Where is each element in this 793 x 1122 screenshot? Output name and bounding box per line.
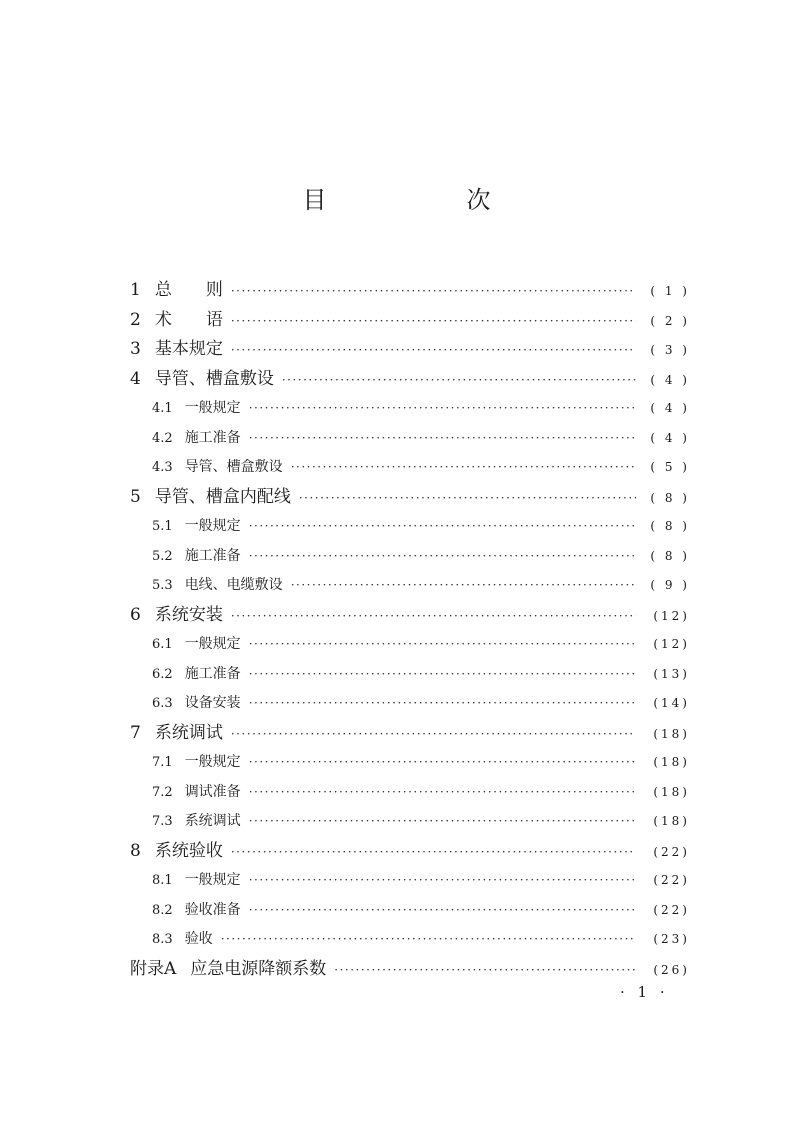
toc-entry-number: 5 (130, 486, 141, 507)
toc-entry-title: 导管、槽盒内配线 (154, 486, 291, 507)
toc-entry-page: (23) (653, 932, 690, 946)
toc-entry-page: ( 3 ) (650, 343, 690, 357)
toc-entry-title: 一般规定 (184, 872, 241, 888)
toc-entry[interactable] (130, 955, 690, 985)
toc-entry-number: 6 (130, 604, 141, 625)
toc-entry-page: (18) (653, 726, 690, 741)
toc-entry-title: 一般规定 (184, 518, 241, 534)
toc-entry-number: 4.1 (152, 401, 173, 416)
toc-entry-title: 总 则 (154, 280, 223, 300)
toc-entry[interactable] (130, 424, 690, 454)
toc-entry-number: 5.1 (152, 519, 173, 534)
dot-leader (334, 956, 636, 985)
dot-leader (249, 542, 636, 572)
toc-entry-page: ( 4 ) (650, 430, 690, 445)
toc-entry-number: 4 (130, 368, 141, 389)
toc-entry[interactable] (130, 512, 690, 542)
toc-entry-page: (18) (653, 755, 690, 769)
toc-entry[interactable] (130, 542, 690, 572)
dot-leader (299, 484, 636, 513)
dot-leader (231, 838, 636, 867)
toc-entry-title: 系统调试 (154, 722, 223, 743)
toc-entry-number: 7 (130, 722, 141, 743)
dot-leader (231, 602, 636, 631)
toc-entry[interactable] (130, 483, 690, 513)
dot-leader (249, 512, 636, 542)
toc-entry-title: 施工准备 (184, 665, 241, 682)
dot-leader (231, 307, 636, 336)
toc-entry-title: 验收 (184, 931, 213, 947)
toc-entry-page: (22) (653, 873, 690, 887)
toc-entry[interactable] (130, 807, 690, 837)
toc-entry-number: 8.3 (152, 932, 173, 947)
toc-entry-page: ( 5 ) (650, 460, 690, 474)
toc-entry-title: 电线、电缆敷设 (184, 577, 283, 593)
toc-entry-page: (22) (653, 902, 690, 917)
toc-entry-page: (12) (653, 608, 690, 623)
toc-entry[interactable] (130, 896, 690, 926)
toc-entry-number: 7.1 (152, 755, 173, 770)
toc-entry-page: ( 4 ) (650, 372, 690, 387)
toc-entry[interactable] (130, 719, 690, 749)
toc-entry-number: 2 (130, 309, 141, 330)
toc-entry-page: (18) (653, 784, 690, 799)
toc-entry-page: ( 4 ) (650, 401, 690, 415)
toc-entry-number: 7.3 (152, 814, 173, 829)
toc-entry-page: ( 1 ) (650, 284, 690, 298)
toc-entry-title: 一般规定 (184, 400, 241, 416)
toc-entry[interactable] (130, 689, 690, 719)
toc-entry-number: 8 (130, 840, 141, 861)
toc-entry-title: 系统验收 (154, 840, 223, 861)
dot-leader (231, 277, 636, 306)
dot-leader (249, 394, 636, 424)
toc-entry-page: ( 8 ) (650, 519, 690, 533)
dot-leader (291, 571, 636, 601)
toc-entry-number: 6.2 (152, 666, 173, 682)
toc-entry[interactable] (130, 453, 690, 483)
page-title: 目 次 (302, 186, 549, 214)
dot-leader (291, 453, 636, 483)
toc-entry[interactable] (130, 335, 690, 365)
dot-leader (249, 630, 636, 660)
toc-entry[interactable] (130, 601, 690, 631)
table-of-contents (130, 276, 690, 984)
toc-entry-page: ( 2 ) (650, 313, 690, 328)
toc-entry-number: 3 (130, 339, 141, 359)
dot-leader (221, 925, 636, 955)
toc-entry-page: ( 8 ) (650, 548, 690, 563)
toc-entry-title: 施工准备 (184, 429, 241, 446)
toc-entry-number: 1 (130, 280, 141, 300)
toc-entry-number: 8.2 (152, 902, 173, 918)
dot-leader (249, 866, 636, 896)
toc-entry-number: 4.3 (152, 460, 173, 475)
toc-entry-title: 一般规定 (184, 636, 241, 652)
toc-entry[interactable] (130, 306, 690, 336)
toc-entry-page: ( 8 ) (650, 490, 690, 505)
toc-entry[interactable] (130, 778, 690, 808)
toc-entry-title: 设备安装 (184, 695, 241, 711)
toc-entry-page: (14) (653, 696, 690, 710)
toc-entry-number: 5.2 (152, 548, 173, 564)
toc-entry-title: 验收准备 (184, 901, 241, 918)
toc-entry[interactable] (130, 748, 690, 778)
dot-leader (249, 748, 636, 778)
toc-entry-number: 6.3 (152, 696, 173, 711)
toc-entry-page: (12) (653, 637, 690, 651)
toc-entry-title: 基本规定 (154, 339, 223, 359)
toc-entry[interactable] (130, 660, 690, 690)
toc-entry-title: 调试准备 (184, 783, 241, 800)
dot-leader (231, 720, 636, 749)
toc-entry-title: 系统调试 (184, 813, 241, 829)
dot-leader (249, 424, 636, 454)
toc-entry[interactable] (130, 925, 690, 955)
toc-entry[interactable] (130, 866, 690, 896)
toc-entry[interactable] (130, 365, 690, 395)
toc-entry-title: 施工准备 (184, 547, 241, 564)
toc-entry-title: 系统安装 (154, 604, 223, 625)
toc-entry-title: 术 语 (154, 309, 223, 330)
dot-leader (249, 807, 636, 837)
toc-entry-title: 应急电源降额系数 (190, 958, 327, 979)
toc-entry-title: 一般规定 (184, 754, 241, 770)
dot-leader (249, 660, 636, 690)
toc-entry-number: 5.3 (152, 578, 173, 593)
toc-entry-title: 导管、槽盒敷设 (154, 368, 274, 389)
dot-leader (249, 896, 636, 926)
toc-entry[interactable] (130, 571, 690, 601)
toc-entry-page: (18) (653, 814, 690, 828)
toc-entry-page: (26) (653, 962, 690, 977)
toc-entry-page: (22) (653, 844, 690, 859)
dot-leader (249, 778, 636, 808)
toc-entry[interactable] (130, 837, 690, 867)
dot-leader (231, 336, 636, 365)
toc-entry-number: 4.2 (152, 430, 173, 446)
toc-entry[interactable] (130, 630, 690, 660)
toc-entry-page: (13) (653, 666, 690, 681)
toc-entry[interactable] (130, 276, 690, 306)
dot-leader (282, 366, 636, 395)
toc-entry-page: ( 9 ) (650, 578, 690, 592)
toc-entry-number: 8.1 (152, 873, 173, 888)
page-number: · 1 · (620, 983, 669, 1001)
dot-leader (249, 689, 636, 719)
toc-entry-number: 6.1 (152, 637, 173, 652)
toc-entry-title: 导管、槽盒敷设 (184, 459, 283, 475)
toc-entry-number: 7.2 (152, 784, 173, 800)
toc-entry-number: 附录A (130, 958, 177, 979)
toc-entry[interactable] (130, 394, 690, 424)
